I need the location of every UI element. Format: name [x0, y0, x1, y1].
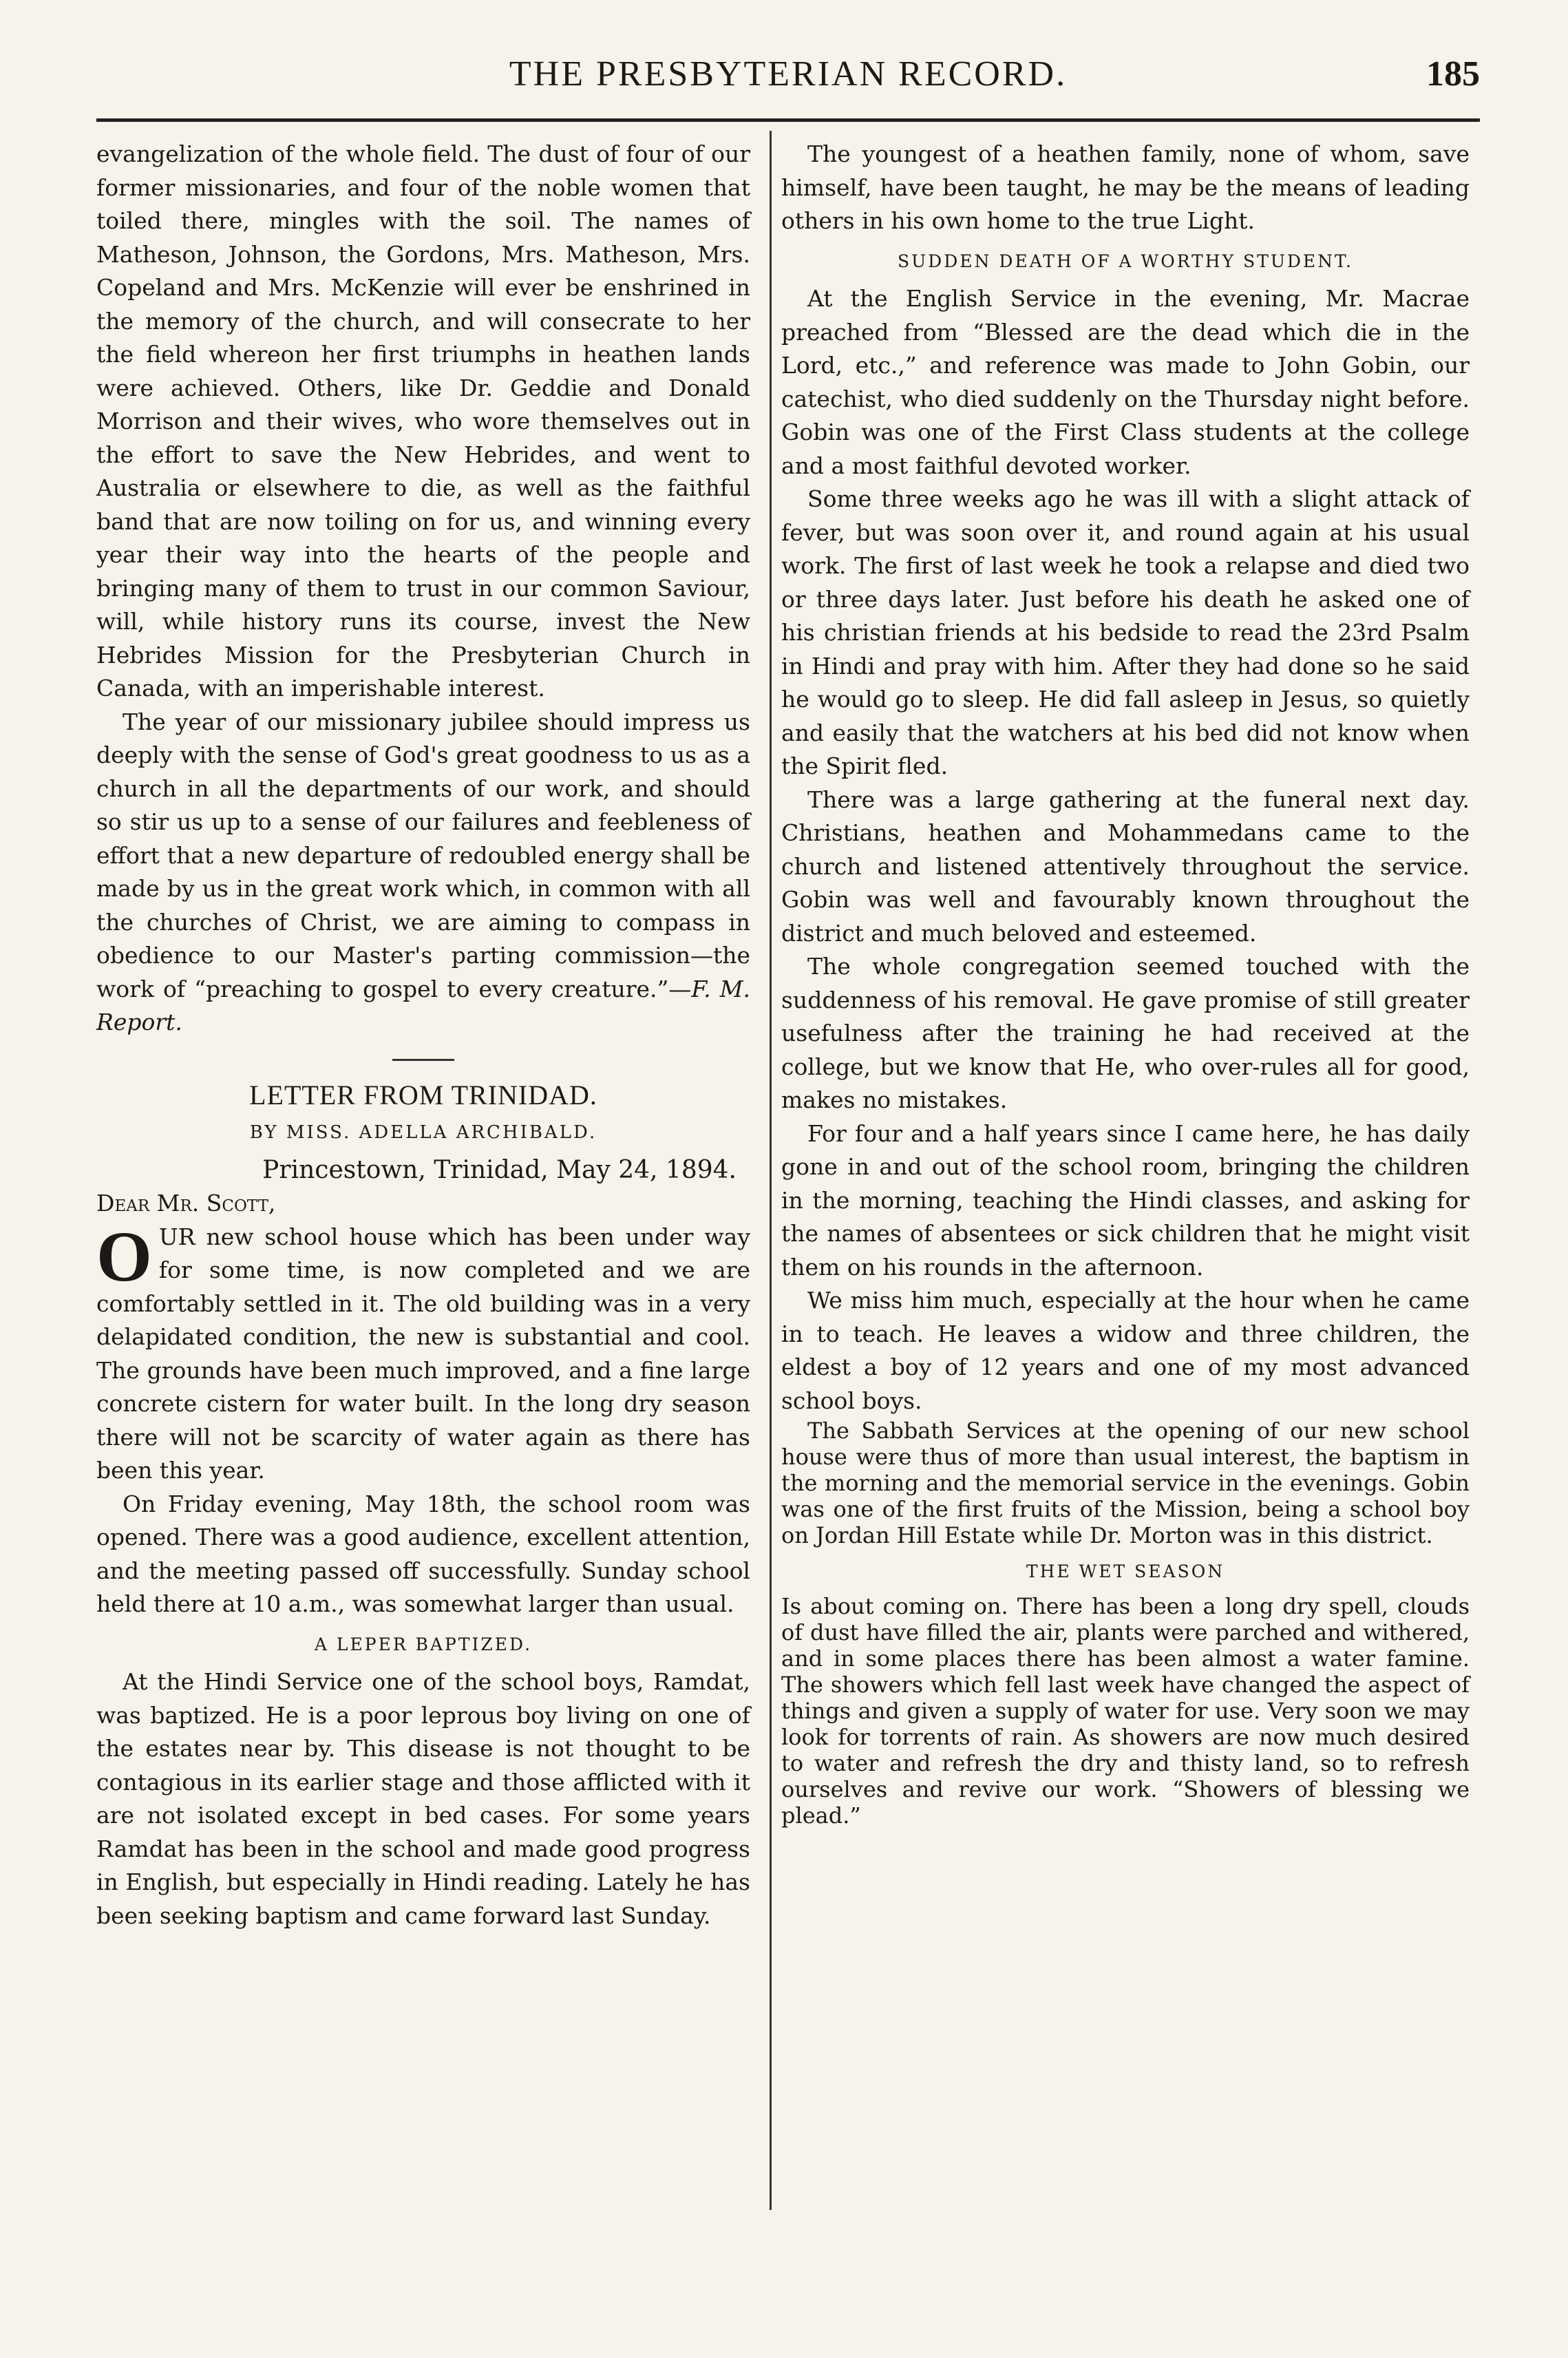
running-title: THE PRESBYTERIAN RECORD.: [509, 54, 1068, 94]
right-column: [781, 138, 1470, 1829]
left-column: [96, 138, 750, 1933]
paragraph: For four and a half years since I came here, he has daily gone in and out of the school room, bringing the children in the morning, teaching the Hindi classes, and asking for the names of absentees or sick children that he might visit them on his rounds in the afternoon.: [781, 1119, 1470, 1281]
paragraph: Some three weeks ago he was ill with a slight attack of fever, but was soon over it, and round again at his usual work. The first of last week he took a relapse and died two or three days later. Just before his death he asked one of his christian friends at his bedside to read the 23rd Psalm in Hindi and pray with him. After they had done so he said he would go to sleep. He did fall asleep in Jesus, so quietly and easily that the watchers at his bed did not know when the Spirit fled.: [781, 485, 1470, 779]
salutation: Dear Mr. Scott,: [96, 1190, 276, 1217]
paragraph: Is about coming on. There has been a long dry spell, clouds of dust have filled the air, plants were parched and withered, and in some places there has been almost a water famine. The showers which fell last week have changed the aspect of things and given a supply of water for use. Very soon we may look for torrents of rain. As showers are now much desired to water and refresh the dry and thisty land, so to refresh ourselves and revive our work. “Showers of blessing we plead.”: [781, 1592, 1470, 1829]
paragraph: The Sabbath Services at the opening of our new school house were thus of more than usual interest, the baptism in the morning and the memorial service in the evenings. Gobin was one of the first fruits of the Mission, being a school boy on Jordan Hill Estate while Dr. Morton was in this district.: [781, 1418, 1470, 1548]
source-citation: F. M. Report.: [96, 975, 750, 1035]
paragraph: [96, 706, 750, 1040]
dateline: Princestown, Trinidad, May 24, 1894.: [262, 1155, 737, 1184]
paragraph-text: The year of our missionary jubilee should impress us deeply with the sense of God's great goodness to us as a church in all the departments of our work, and should so stir us up to a sense of our failures and feebleness of effort that a new departure of redoubled energy shall be made by us in the great work which, in common with all the churches of Christ, we are aiming to compass in obedience to our Master's parting commission—the work of “preaching to gospel to every creature.”—: [96, 708, 750, 1002]
paragraph: On Friday evening, May 18th, the school room was opened. There was a good audience, excellent attention, and the meeting passed off successfully. Sunday school held there at 10 a.m., was somewhat larger than usual.: [96, 1490, 750, 1617]
paragraph: The whole congregation seemed touched with the suddenness of his removal. He gave promise of still greater usefulness after the training he had received at the college, but we know that He, who over-rules all for good, makes no mistakes.: [781, 953, 1470, 1113]
paragraph: At the English Service in the evening, Mr. Macrae preached from “Blessed are the dead which die in the Lord, etc.,” and reference was made to John Gobin, our catechist, who died suddenly on the Thursday night before. Gobin was one of the First Class students at the college and a most faithful devoted worker.: [781, 285, 1470, 479]
section-heading: SUDDEN DEATH OF A WORTHY STUDENT.: [897, 251, 1354, 271]
paragraph: The youngest of a heathen family, none of whom, save himself, have been taught, he may be the means of leading others in his own home to the true Light.: [781, 140, 1470, 234]
paragraph: At the Hindi Service one of the school boys, Ramdat, was baptized. He is a poor leprous boy living on one of the estates near by. This disease is not thought to be contagious in its earlier stage and those afflicted with it are not isolated except in bed cases. For some years Ramdat has been in the school and made good progress in English, but especially in Hindi reading. Lately he has been seeking baptism and came forward last Sunday.: [96, 1668, 750, 1929]
section-heading: THE WET SEASON: [1026, 1561, 1225, 1581]
article-title: LETTER FROM TRINIDAD.: [249, 1079, 597, 1110]
paragraph-text: UR new school house which has been under way for some time, is now completed and we are comfortably settled in it. The old building was in a very delapidated condition, the new is substantial and cool. The grounds have been much improved, and a fine large concrete cistern for water built. In the long dry season there will not be scarcity of water again as there has been this year.: [96, 1223, 750, 1484]
paragraph: There was a large gathering at the funeral next day. Christians, heathen and Mohammedans came to the church and listened attentively throughout the service. Gobin was well and favourably known throughout the district and much beloved and esteemed.: [781, 786, 1470, 947]
paragraph: We miss him much, especially at the hour when he came in to teach. He leaves a widow and three children, the eldest a boy of 12 years and one of my most advanced school boys.: [781, 1287, 1470, 1414]
header-rule: [96, 118, 1480, 122]
page-number: 185: [1426, 54, 1480, 94]
page-header: [96, 54, 1480, 109]
section-heading: A LEPER BAPTIZED.: [314, 1634, 533, 1654]
column-divider: [770, 131, 772, 2210]
paragraph: [96, 1217, 750, 1488]
article-byline: BY MISS. ADELLA ARCHIBALD.: [249, 1122, 597, 1143]
drop-cap: O: [96, 1217, 152, 1296]
section-divider: [392, 1059, 454, 1061]
paragraph: evangelization of the whole field. The dust of four of our former missionaries, and four of the noble women that toiled there, mingles with the soil. The names of Matheson, Johnson, the Gordons, Mrs. Matheson, Mrs. Copeland and Mrs. McKenzie will ever be enshrined in the memory of the church, and will consecrate to her the field whereon her first triumphs in heathen lands were achieved. Others, like Dr. Geddie and Donald Morrison and their wives, who wore themselves out in the effort to save the New Hebrides, and went to Australia or elsewhere to die, as well as the faithful band that are now toiling on for us, and winning every year their way into the hearts of the people and bringing many of them to trust in our common Saviour, will, while history runs its course, invest the New Hebrides Mission for the Presbyterian Church in Canada, with an imperishable interest.: [96, 140, 750, 702]
